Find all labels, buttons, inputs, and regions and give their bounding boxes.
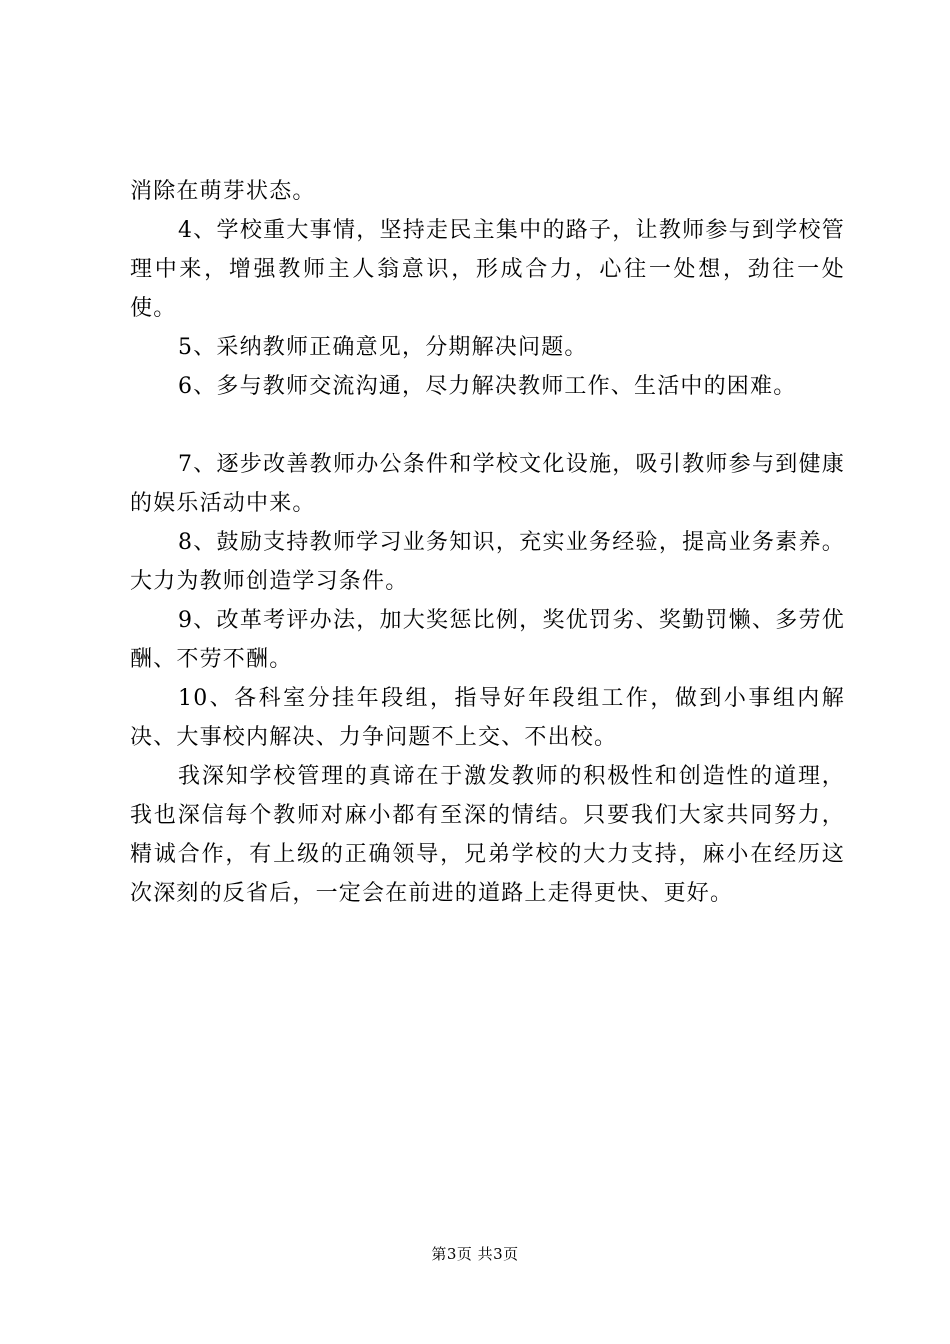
paragraph-item-9: 9、改革考评办法，加大奖惩比例，奖优罚劣、奖勤罚懒、多劳优酬、不劳不酬。	[130, 608, 845, 672]
paragraph-conclusion: 我深知学校管理的真谛在于激发教师的积极性和创造性的道理，我也深信每个教师对麻小都有至深的情结。只要我们大家共同努力，精诚合作，有上级的正确领导，兄弟学校的大力支持，麻小在经历这次深刻的反省后，一定会在前进的道路上走得更快、更好。	[130, 764, 845, 906]
document-body	[130, 172, 845, 913]
paragraph-item-4: 4、学校重大事情，坚持走民主集中的路子，让教师参与到学校管理中来，增强教师主人翁意识，形成合力，心往一处想，劲往一处使。	[130, 218, 845, 321]
paragraph-item-10: 10、各科室分挂年段组，指导好年段组工作，做到小事组内解决、大事校内解决、力争问题不上交、不出校。	[130, 686, 845, 750]
paragraph-item-8: 8、鼓励支持教师学习业务知识，充实业务经验，提高业务素养。大力为教师创造学习条件。	[130, 530, 845, 594]
paragraph-item-7: 7、逐步改善教师办公条件和学校文化设施，吸引教师参与到健康的娱乐活动中来。	[130, 452, 845, 516]
paragraph-continuation: 消除在萌芽状态。	[130, 179, 316, 204]
paragraph-item-5: 5、采纳教师正确意见，分期解决问题。	[178, 335, 588, 360]
page-number-footer: 第3页 共3页	[431, 1245, 519, 1263]
paragraph-item-6: 6、多与教师交流沟通，尽力解决教师工作、生活中的困难。	[178, 374, 797, 399]
